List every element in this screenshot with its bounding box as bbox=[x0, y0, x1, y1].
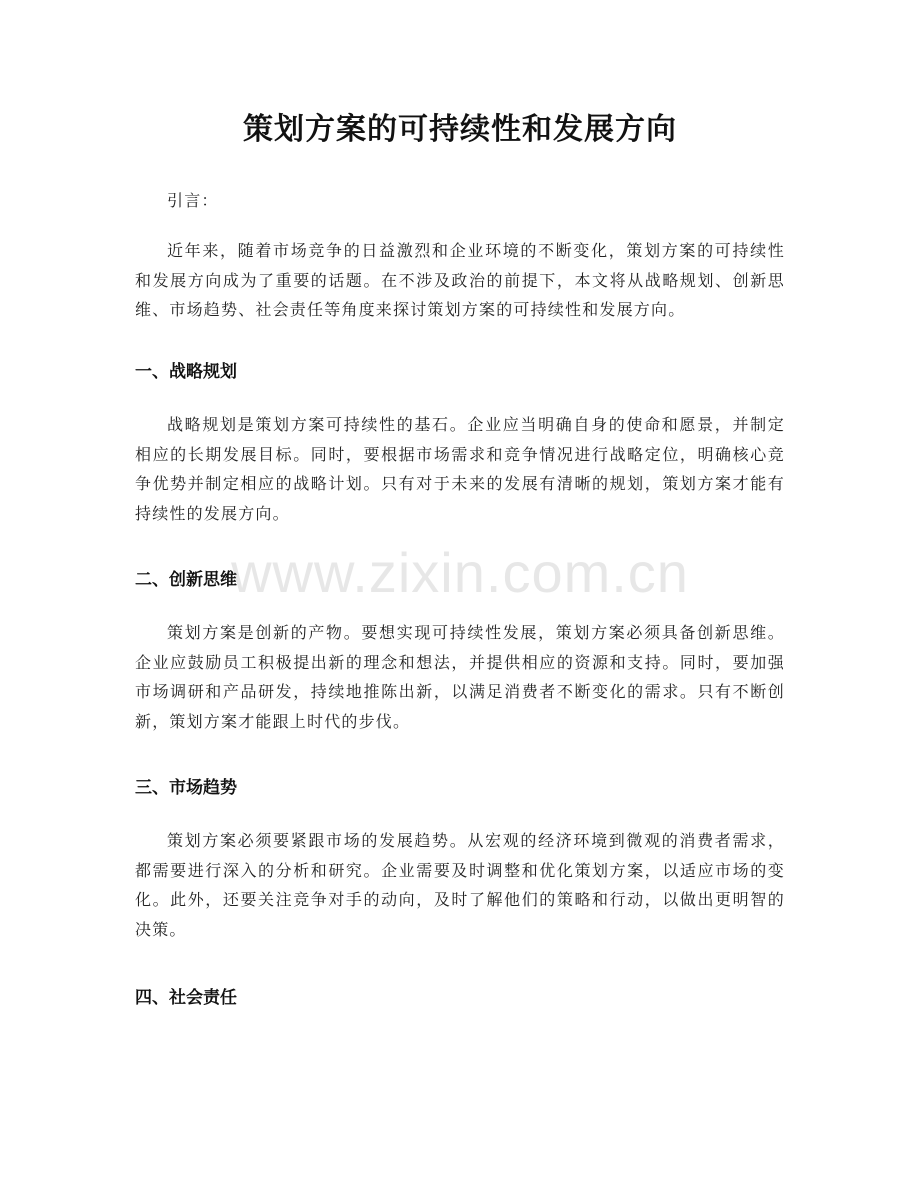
intro-paragraph: 近年来，随着市场竞争的日益激烈和企业环境的不断变化，策划方案的可持续性和发展方向成为了重要的话题。在不涉及政治的前提下，本文将从战略规划、创新思维、市场趋势、社会责任等角度来探讨策划方案的可持续性和发展方向。 bbox=[135, 241, 785, 319]
document-title: 策划方案的可持续性和发展方向 bbox=[243, 112, 677, 147]
section-heading: 四、社会责任 bbox=[135, 988, 237, 1008]
section-heading: 二、创新思维 bbox=[135, 570, 237, 590]
section-2 bbox=[135, 567, 785, 593]
intro-label: 引言： bbox=[167, 191, 219, 210]
section-heading: 三、市场趋势 bbox=[135, 778, 237, 798]
section-3 bbox=[135, 775, 785, 801]
intro-paragraph-block bbox=[135, 236, 785, 325]
section-paragraph: 战略规划是策划方案可持续性的基石。企业应当明确自身的使命和愿景，并制定相应的长期发展目标。同时，要根据市场需求和竞争情况进行战略定位，明确核心竞争优势并制定相应的战略计划。只有对于未来的发展有清晰的规划，策划方案才能有持续性的发展方向。 bbox=[135, 415, 785, 523]
section-1 bbox=[135, 359, 785, 385]
section-paragraph: 策划方案必须要紧跟市场的发展趋势。从宏观的经济环境到微观的消费者需求，都需要进行深入的分析和研究。企业需要及时调整和优化策划方案，以适应市场的变化。此外，还要关注竞争对手的动向，及时了解他们的策略和行动，以做出更明智的决策。 bbox=[135, 831, 785, 939]
section-2-body bbox=[135, 618, 785, 736]
watermark: www.zixin.com.cn bbox=[231, 541, 689, 604]
intro-label-block bbox=[135, 186, 785, 216]
section-heading: 一、战略规划 bbox=[135, 362, 237, 382]
section-paragraph: 策划方案是创新的产物。要想实现可持续性发展，策划方案必须具备创新思维。企业应鼓励员工积极提出新的理念和想法，并提供相应的资源和支持。同时，要加强市场调研和产品研发，持续地推陈出新，以满足消费者不断变化的需求。只有不断创新，策划方案才能跟上时代的步伐。 bbox=[135, 623, 785, 731]
section-4 bbox=[135, 985, 785, 1011]
section-1-body bbox=[135, 410, 785, 528]
section-3-body bbox=[135, 826, 785, 944]
